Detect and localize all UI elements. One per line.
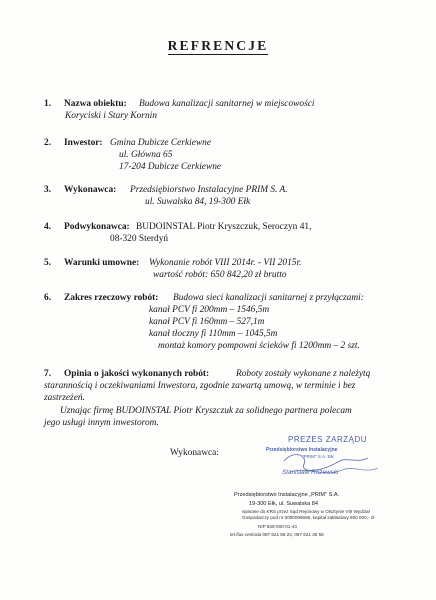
item-label: Opinia o jakości wykonanych robót: (64, 369, 210, 379)
stamp-company-small2: "PRIM" S.A. Ełk (302, 454, 334, 459)
item-value: 08-320 Sterdyń (110, 234, 169, 244)
item-value: Budowa kanalizacji sanitarnej w miejscowości (139, 99, 315, 109)
item-value: BUDOINSTAL Piotr Kryszczuk, Seroczyn 41, (136, 222, 312, 232)
item-value: Gmina Dubicze Cerkiewne (110, 138, 212, 148)
item-value: Wykonanie robót VIII 2014r. - VII 2015r. (149, 258, 302, 268)
item-value: ul. Główna 65 (119, 150, 173, 160)
item-value: ul. Suwalska 84, 19-300 Ełk (145, 197, 251, 207)
item-value: wartość robót: 650 842,20 zł brutto (153, 270, 287, 280)
stamp-nip: NIP 848-000-01-44 (258, 524, 297, 529)
item-number: 4. (44, 222, 52, 232)
item-number: 6. (44, 293, 52, 303)
stamp-title: PREZES ZARZĄDU (288, 435, 368, 444)
item-value: Uznając firmę BUDOINSTAL Piotr Kryszczuk za solidnego partnera polecam (60, 406, 352, 416)
item-number: 2. (44, 138, 52, 148)
item-value: Budowa sieci kanalizacji sanitarnej z przyłączami: (173, 293, 364, 303)
stamp-company-name: Przedsiębiorstwo Instalacyjne „PRIM" S.A. (234, 492, 340, 498)
item-number: 1. (44, 99, 52, 109)
item-label: Zakres rzeczowy robót: (64, 293, 159, 303)
stamp-registry-line: Gospodarczy pod nr 0000096656, kapitał zakładowy 800 000,- zł (242, 515, 375, 520)
item-value: Koryciski i Stary Kornin (65, 111, 157, 121)
item-number: 5. (44, 258, 52, 268)
item-label: Nazwa obiektu: (64, 99, 127, 109)
item-number: 7. (44, 369, 52, 379)
item-value: Roboty zostały wykonane z należytą (236, 369, 371, 379)
item-label: Inwestor: (64, 138, 103, 148)
stamp-address: 19-300 Ełk, ul. Suwalska 84 (249, 501, 319, 507)
item-value: zastrzeżeń. (44, 393, 85, 403)
stamp-phone: tel./fax centrala 087 621 56 24, 087 621 30 58 (230, 532, 324, 537)
company-stamp (230, 434, 406, 554)
item-value: 17-204 Dubicze Cerkiewne (119, 162, 222, 172)
item-label: Warunki umowne: (64, 258, 140, 268)
signature-label: Wykonawca: (170, 448, 219, 458)
document-title: REFRENCJE (167, 38, 269, 53)
stamp-registry-line: wpisane do KRS przez Sąd Rejonowy w Olsztynie VIII Wydział (242, 509, 370, 514)
item-value: jego usługi innym inwestorom. (44, 418, 159, 428)
item-value: kanał PCV fi 200mm – 1546,5m (149, 305, 270, 315)
item-value: montaż komory pompowni ścieków fi 1200mm – 2 szt. (158, 341, 360, 351)
item-number: 3. (44, 185, 52, 195)
item-value: Przedsiębiorstwo Instalacyjne PRIM S. A. (130, 185, 288, 195)
item-value: starannością i oczekiwaniami Inwestora, zgodnie zawartą umową, w terminie i bez (44, 381, 356, 391)
item-label: Podwykonawca: (64, 222, 130, 232)
item-value: kanał tłoczny fi 110mm – 1045,5m (149, 329, 278, 339)
stamp-company-small: Przedsiębiorstwo Instalacyjne (266, 447, 338, 453)
item-label: Wykonawca: (64, 185, 117, 195)
signer-name: Stanisław Różewski (282, 469, 339, 476)
item-value: kanał PCV fi 160mm – 527,1m (149, 317, 265, 327)
